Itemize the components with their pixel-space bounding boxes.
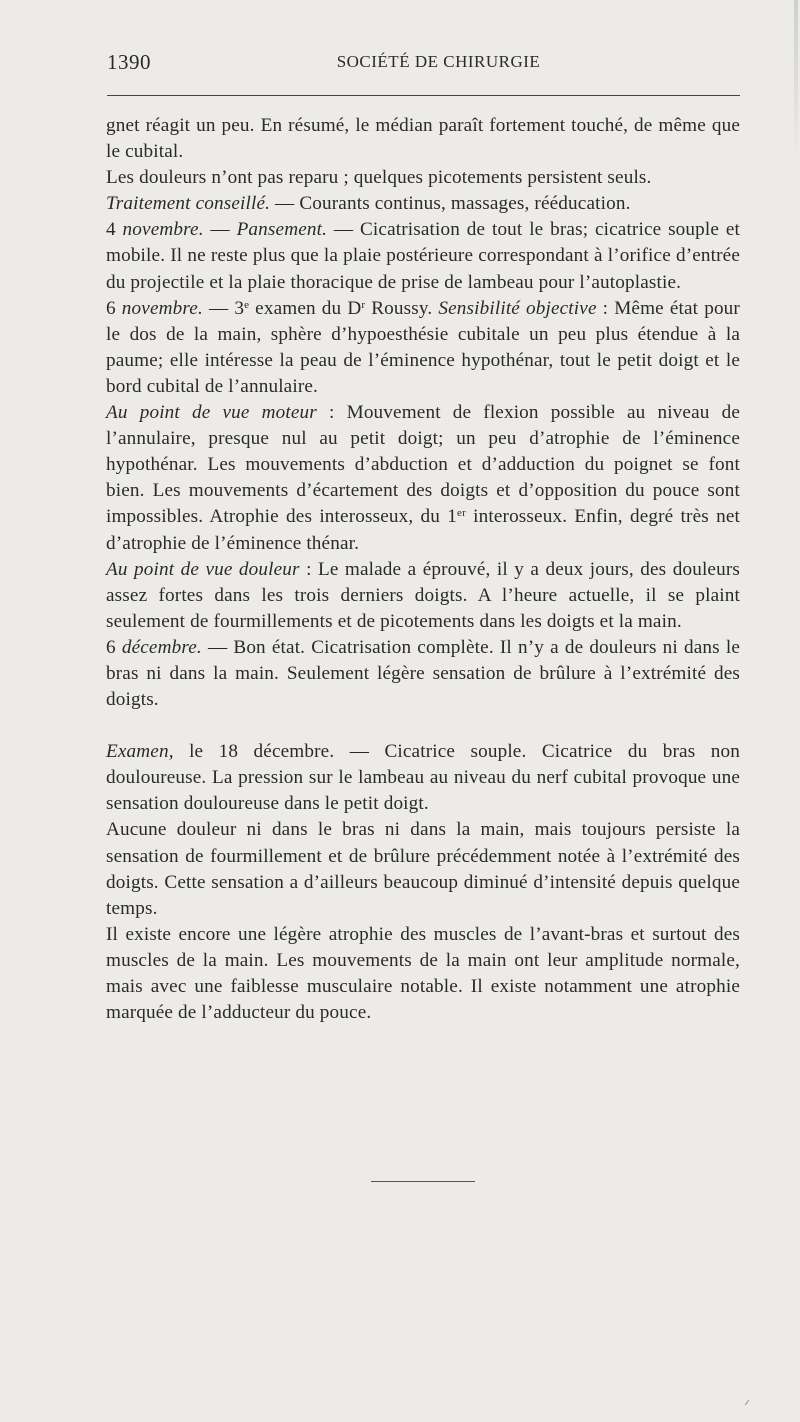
section-gap [106,713,740,739]
page-header [107,50,740,80]
paragraph-3: Traitement conseillé. — Courants continus, massages, rééducation. [106,193,631,215]
running-head: SOCIÉTÉ DE CHIRURGIE [336,52,541,71]
paragraph-1: gnet réagit un peu. En résumé, le médian paraît fortement touché, de même que le cubital. [106,115,740,163]
paragraph-6: Au point de vue moteur : Mouvement de flexion possible au niveau de l’annulaire, presque nul au petit doigt; un peu d’atrophie de l’éminence hypothénar. Les mouvements d’abduction et d’adduction du poignet se font bien. Les mouvements d’écartement des doigts et d’opposition du pouce sont impossibles. Atrophie des interosseux, du 1er interosseux. Enfin, degré très net d’atrophie de l’éminence thénar. [106,402,741,554]
end-rule [371,1181,475,1182]
paragraph-9: Examen, le 18 décembre. — Cicatrice souple. Cicatrice du bras non douloureuse. La pression sur le lambeau au niveau du nerf cubital provoque une sensation douloureuse dans le petit doigt. [106,741,740,815]
scan-speck [745,1400,749,1405]
body-text [106,113,740,1026]
paragraph-4: 4 novembre. — Pansement. — Cicatrisation de tout le bras; cicatrice souple et mobile. Il ne reste plus que la plaie postérieure correspondant à l’orifice d’entrée du projectile et la plaie thoracique de prise de lambeau pour l’autoplastie. [106,219,740,293]
header-rule [107,95,740,96]
paragraph-10: Aucune douleur ni dans le bras ni dans la main, mais toujours persiste la sensation de fourmillement et de brûlure précédemment notée à l’extrémité des doigts. Cette sensation a d’ailleurs beaucoup diminué d’intensité depuis quelque temps. [106,819,740,919]
paragraph-8: 6 décembre. — Bon état. Cicatrisation complète. Il n’y a de douleurs ni dans le bras ni dans la main. Seulement légère sensation de brûlure à l’extrémité des doigts. [106,636,740,711]
paragraph-11: Il existe encore une légère atrophie des muscles de l’avant-bras et surtout des muscles de la main. Les mouvements de la main ont leur amplitude normale, mais avec une faiblesse musculaire notable. Il existe notamment une atrophie marquée de l’adducteur du pouce. [106,923,740,1024]
paragraph-7: Au point de vue douleur : Le malade a éprouvé, il y a deux jours, des douleurs assez fortes dans les trois derniers doigts. A l’heure actuelle, il se plaint seulement de fourmillements et de picotements dans les doigts et la main. [106,558,740,632]
page-edge-shadow [794,0,798,160]
page-number: 1390 [107,50,151,74]
paragraph-5: 6 novembre. — 3e examen du $D^r$ Roussy. Sensibilité objective : Même état pour le dos de la main, sphère d’hypoesthésie cubitale un peu plus étendue à la paume; elle intéresse la peau de l’éminence hypothénar, tout le petit doigt et le bord cubital de l’annulaire. [106,297,740,397]
paragraph-2: Les douleurs n’ont pas reparu ; quelques picotements persistent seuls. [106,167,652,189]
